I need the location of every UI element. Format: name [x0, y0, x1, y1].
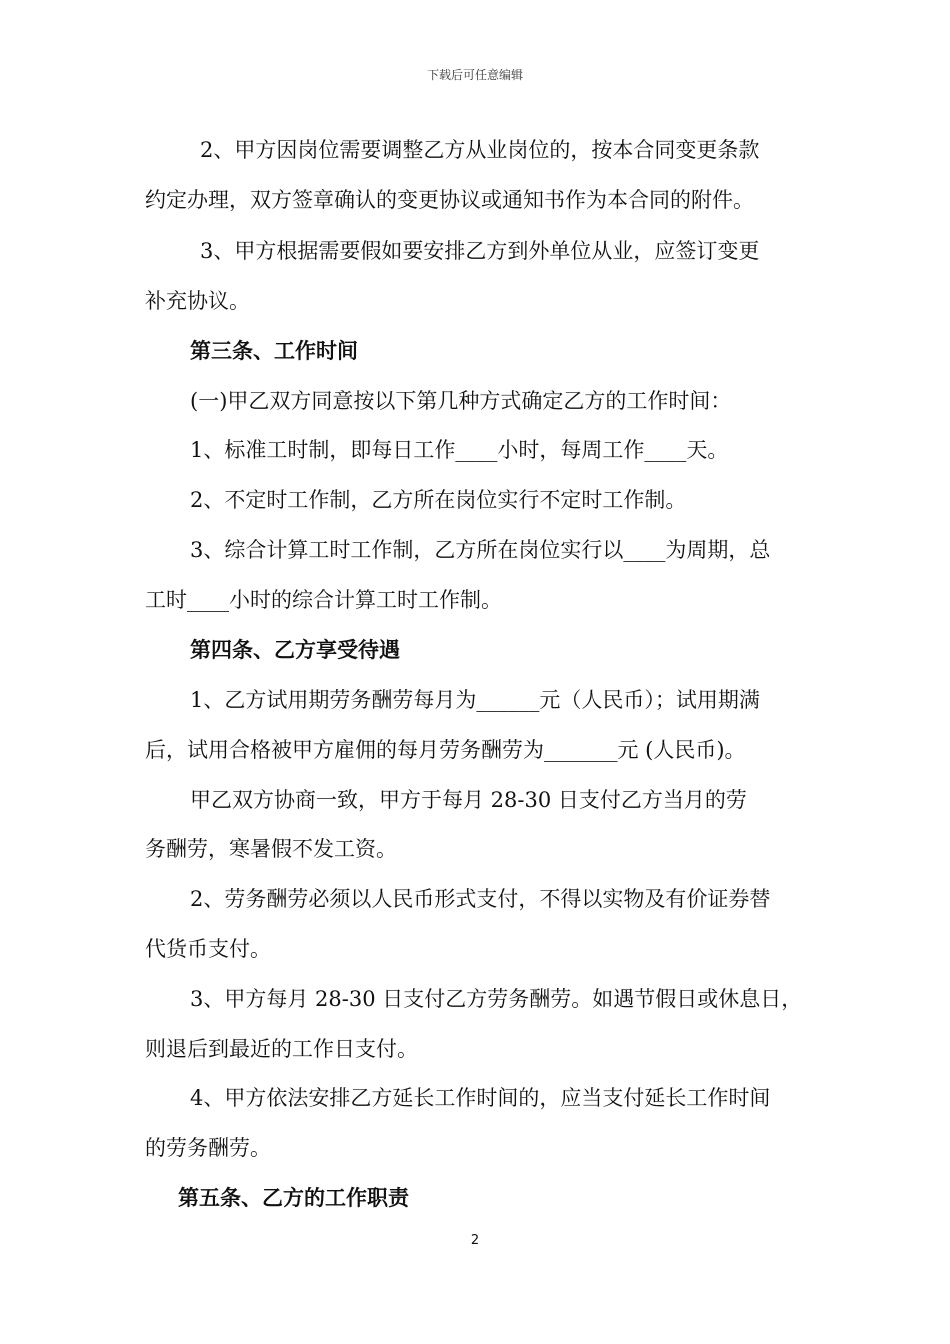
paragraph-line: 则退后到最近的工作日支付。 [145, 1037, 418, 1061]
section-heading: 第三条、工作时间 [190, 338, 358, 363]
paragraph-line: 3、综合计算工时工作制，乙方所在岗位实行以____为周期，总 [190, 538, 771, 562]
paragraph-line: 3、甲方每月 28-30 日支付乙方劳务酬劳。如遇节假日或休息日， [190, 987, 803, 1011]
paragraph-line: 后，试用合格被甲方雇佣的每月劳务酬劳为_______元 (人民币)。 [145, 738, 746, 762]
paragraph-line: 补充协议。 [145, 289, 250, 313]
paragraph-line: 务酬劳，寒暑假不发工资。 [145, 837, 397, 861]
paragraph-line: 2、甲方因岗位需要调整乙方从业岗位的，按本合同变更条款 [200, 138, 760, 162]
paragraph-line: 1、标准工时制，即每日工作____小时，每周工作____天。 [190, 438, 729, 462]
paragraph-line: 2、不定时工作制，乙方所在岗位实行不定时工作制。 [190, 488, 687, 512]
paragraph-line: 约定办理，双方签章确认的变更协议或通知书作为本合同的附件。 [145, 188, 754, 212]
paragraph-line: 4、甲方依法安排乙方延长工作时间的，应当支付延长工作时间 [190, 1086, 771, 1110]
paragraph-line: 1、乙方试用期劳务酬劳每月为______元（人民币）；试用期满 [190, 688, 760, 712]
paragraph-line: 2、劳务酬劳必须以人民币形式支付，不得以实物及有价证券替 [190, 887, 771, 911]
paragraph-line: 代货币支付。 [145, 937, 271, 961]
section-heading: 第四条、乙方享受待遇 [190, 637, 400, 662]
section-heading: 第五条、乙方的工作职责 [178, 1185, 409, 1210]
page-number: 2 [470, 1233, 480, 1248]
paragraph-line: 甲乙双方协商一致，甲方于每月 28-30 日支付乙方当月的劳 [190, 788, 747, 812]
paragraph-line: 工时____小时的综合计算工时工作制。 [145, 588, 502, 612]
paragraph-line: (一)甲乙双方同意按以下第几种方式确定乙方的工作时间： [190, 389, 732, 413]
paragraph-line: 3、甲方根据需要假如要安排乙方到外单位从业，应签订变更 [200, 239, 760, 263]
paragraph-line: 的劳务酬劳。 [145, 1136, 271, 1160]
page-header: 下载后可任意编辑 [426, 68, 523, 82]
